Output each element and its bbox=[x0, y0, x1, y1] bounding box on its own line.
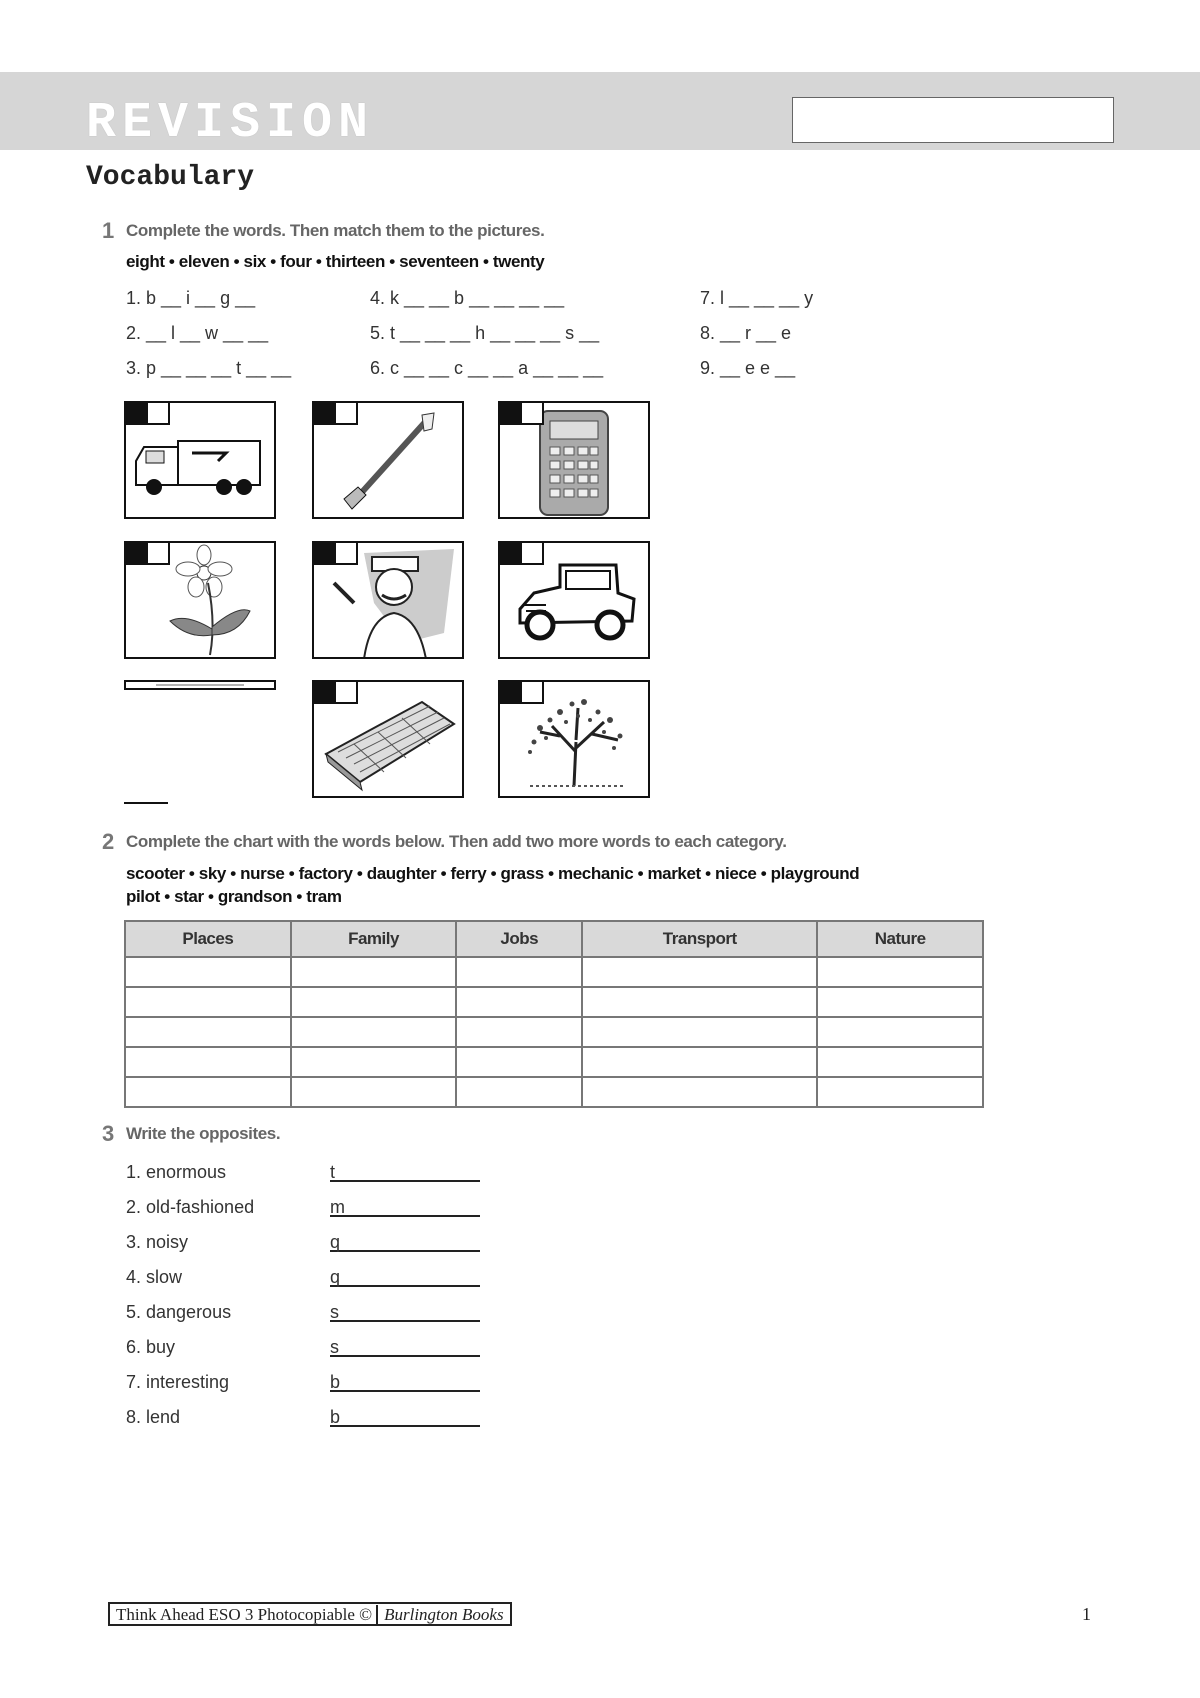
chart-cell[interactable] bbox=[582, 957, 817, 987]
picture-keyboard[interactable] bbox=[312, 680, 464, 798]
picture-mechanic[interactable] bbox=[312, 541, 464, 659]
opposite-word: 7. interesting bbox=[126, 1372, 230, 1392]
table-row bbox=[125, 1017, 983, 1047]
chart-cell[interactable] bbox=[125, 957, 291, 987]
opposite-answer-line[interactable]: b bbox=[330, 1372, 480, 1392]
chart-cell[interactable] bbox=[817, 957, 983, 987]
table-row bbox=[125, 1077, 983, 1107]
exercise-1-instruction: Complete the words. Then match them to the pictures. bbox=[126, 221, 545, 240]
section-title: Vocabulary bbox=[86, 162, 255, 193]
table-row bbox=[125, 1047, 983, 1077]
exercise-2-instruction: Complete the chart with the words below. Then add two more words to each category. bbox=[126, 832, 787, 851]
opposite-answer-line[interactable]: q bbox=[330, 1232, 480, 1252]
opposite-answer-line[interactable]: s bbox=[330, 1337, 480, 1357]
picture-calculator[interactable] bbox=[498, 401, 650, 519]
exercise-3-instruction: Write the opposites. bbox=[126, 1124, 281, 1143]
ex1-item: 8. __ r __ e bbox=[700, 323, 792, 343]
ex1-item: 9. __ e e __ bbox=[700, 358, 796, 378]
exercise-3-number: 3 bbox=[102, 1121, 115, 1146]
exercise-1-number: 1 bbox=[102, 218, 115, 243]
chart-cell[interactable] bbox=[291, 1017, 457, 1047]
opposite-answer-line[interactable]: b bbox=[330, 1407, 480, 1427]
chart-header-row bbox=[125, 921, 983, 957]
picture-broken bbox=[124, 680, 276, 690]
ex1-item: 7. l __ __ __ y bbox=[700, 288, 814, 308]
exercise-2-number: 2 bbox=[102, 829, 115, 854]
chart-cell[interactable] bbox=[817, 1077, 983, 1107]
footer-brand: Burlington Books bbox=[376, 1605, 503, 1624]
chart-cell[interactable] bbox=[291, 987, 457, 1017]
chart-cell[interactable] bbox=[291, 957, 457, 987]
table-row bbox=[125, 957, 983, 987]
picture-tree[interactable] bbox=[498, 680, 650, 798]
chart-header-jobs: Jobs bbox=[456, 921, 582, 957]
opposite-word: 1. enormous bbox=[126, 1162, 227, 1182]
chart-cell[interactable] bbox=[291, 1047, 457, 1077]
chart-cell[interactable] bbox=[582, 987, 817, 1017]
answer-line bbox=[124, 802, 168, 804]
chart-header-family: Family bbox=[291, 921, 457, 957]
chart-cell[interactable] bbox=[817, 987, 983, 1017]
opposite-word: 3. noisy bbox=[126, 1232, 189, 1252]
page-title: REVISION bbox=[86, 95, 375, 152]
exercise-1-word-bank: eight • eleven • six • four • thirteen • seventeen • twenty bbox=[126, 252, 545, 271]
chart-cell[interactable] bbox=[456, 1017, 582, 1047]
chart-cell[interactable] bbox=[125, 987, 291, 1017]
chart-cell[interactable] bbox=[125, 1077, 291, 1107]
chart-cell[interactable] bbox=[456, 957, 582, 987]
picture-flower[interactable] bbox=[124, 541, 276, 659]
chart-cell[interactable] bbox=[125, 1017, 291, 1047]
ex1-item: 3. p __ __ __ t __ __ bbox=[126, 358, 292, 378]
broken-image-icon bbox=[126, 682, 274, 688]
opposite-answer-line[interactable]: m bbox=[330, 1197, 480, 1217]
chart-cell[interactable] bbox=[456, 1077, 582, 1107]
opposite-answer-line[interactable]: t bbox=[330, 1162, 480, 1182]
opposite-word: 8. lend bbox=[126, 1407, 181, 1427]
chart-cell[interactable] bbox=[291, 1077, 457, 1107]
chart-header-places: Places bbox=[125, 921, 291, 957]
category-chart bbox=[124, 920, 984, 1108]
picture-lorry[interactable] bbox=[124, 401, 276, 519]
opposite-word: 5. dangerous bbox=[126, 1302, 232, 1322]
chart-cell[interactable] bbox=[456, 1047, 582, 1077]
ex1-item: 2. __ l __ w __ __ bbox=[126, 323, 269, 343]
ex1-item: 6. c __ __ c __ __ a __ __ __ bbox=[370, 358, 604, 378]
ex1-item: 4. k __ __ b __ __ __ __ bbox=[370, 288, 565, 308]
chart-cell[interactable] bbox=[817, 1047, 983, 1077]
ex1-item: 5. t __ __ __ h __ __ __ s __ bbox=[370, 323, 600, 343]
opposite-word: 6. buy bbox=[126, 1337, 176, 1357]
opposite-answer-line[interactable]: s bbox=[330, 1302, 480, 1322]
footer-credit bbox=[108, 1602, 512, 1626]
chart-cell[interactable] bbox=[582, 1077, 817, 1107]
chart-header-nature: Nature bbox=[817, 921, 983, 957]
opposite-answer-line[interactable]: q bbox=[330, 1267, 480, 1287]
picture-toothbrush[interactable] bbox=[312, 401, 464, 519]
opposite-word: 4. slow bbox=[126, 1267, 183, 1287]
chart-cell[interactable] bbox=[582, 1017, 817, 1047]
exercise-2-word-bank-line-2: pilot • star • grandson • tram bbox=[126, 887, 342, 906]
opposite-word: 2. old-fashioned bbox=[126, 1197, 255, 1217]
table-row bbox=[125, 987, 983, 1017]
name-field-box[interactable] bbox=[792, 97, 1114, 143]
chart-cell[interactable] bbox=[582, 1047, 817, 1077]
exercise-2-word-bank-line-1: scooter • sky • nurse • factory • daughter • ferry • grass • mechanic • market • niece • playground bbox=[126, 864, 860, 883]
chart-cell[interactable] bbox=[125, 1047, 291, 1077]
ex1-item: 1. b __ i __ g __ bbox=[126, 288, 256, 308]
chart-header-transport: Transport bbox=[582, 921, 817, 957]
footer-text: Think Ahead ESO 3 Photocopiable © bbox=[116, 1605, 373, 1624]
picture-jeep[interactable] bbox=[498, 541, 650, 659]
chart-cell[interactable] bbox=[456, 987, 582, 1017]
chart-cell[interactable] bbox=[817, 1017, 983, 1047]
page-number: 1 bbox=[1082, 1604, 1091, 1624]
